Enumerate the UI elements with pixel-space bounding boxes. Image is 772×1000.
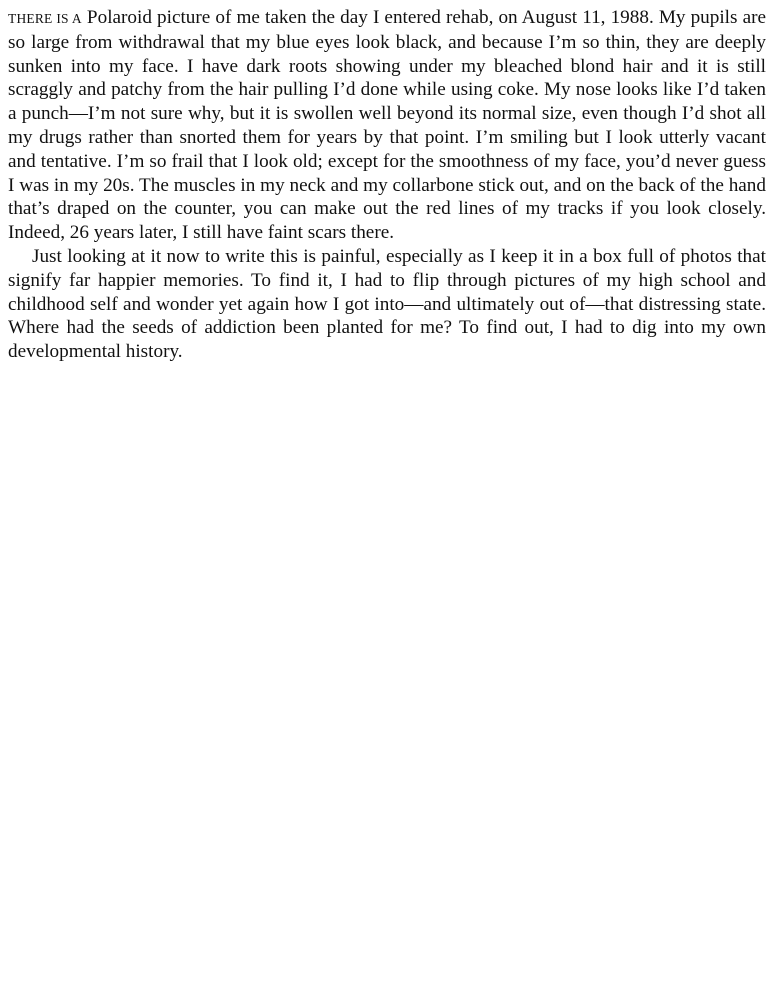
paragraph-lead-in-small-caps: THERE IS A xyxy=(8,11,82,26)
paragraph-2-text: Just looking at it now to write this is painful, especially as I keep it in a box full of photos that signify far happier memories. To find it, I had to flip through pictures of my high school and childhood self and wonder yet again how I got into—and ultimately out of—that distressing state. Where had the seeds of addiction been planted for me? To find out, I had to dig into my own developmental history. xyxy=(8,245,766,363)
paragraph-1 xyxy=(8,6,766,245)
document-page xyxy=(8,6,766,364)
paragraph-1-text: Polaroid picture of me taken the day I entered rehab, on August 11, 1988. My pupils are so large from withdrawal that my blue eyes look black, and because I’m so thin, they are deeply sunken into my face. I have dark roots showing under my bleached blond hair and it is still scraggly and patchy from the hair pulling I’d done while using coke. My nose looks like I’d taken a punch—I’m not sure why, but it is swollen well beyond its normal size, even though I’d shot all my drugs rather than snorted them for years by that point. I’m smiling but I look utterly vacant and tentative. I’m so frail that I look old; except for the smoothness of my face, you’d never guess I was in my 20s. The muscles in my neck and my collarbone stick out, and on the back of the hand that’s draped on the counter, you can make out the red lines of my tracks if you look closely. Indeed, 26 years later, I still have faint scars there. xyxy=(8,7,766,244)
paragraph-2 xyxy=(8,245,766,364)
